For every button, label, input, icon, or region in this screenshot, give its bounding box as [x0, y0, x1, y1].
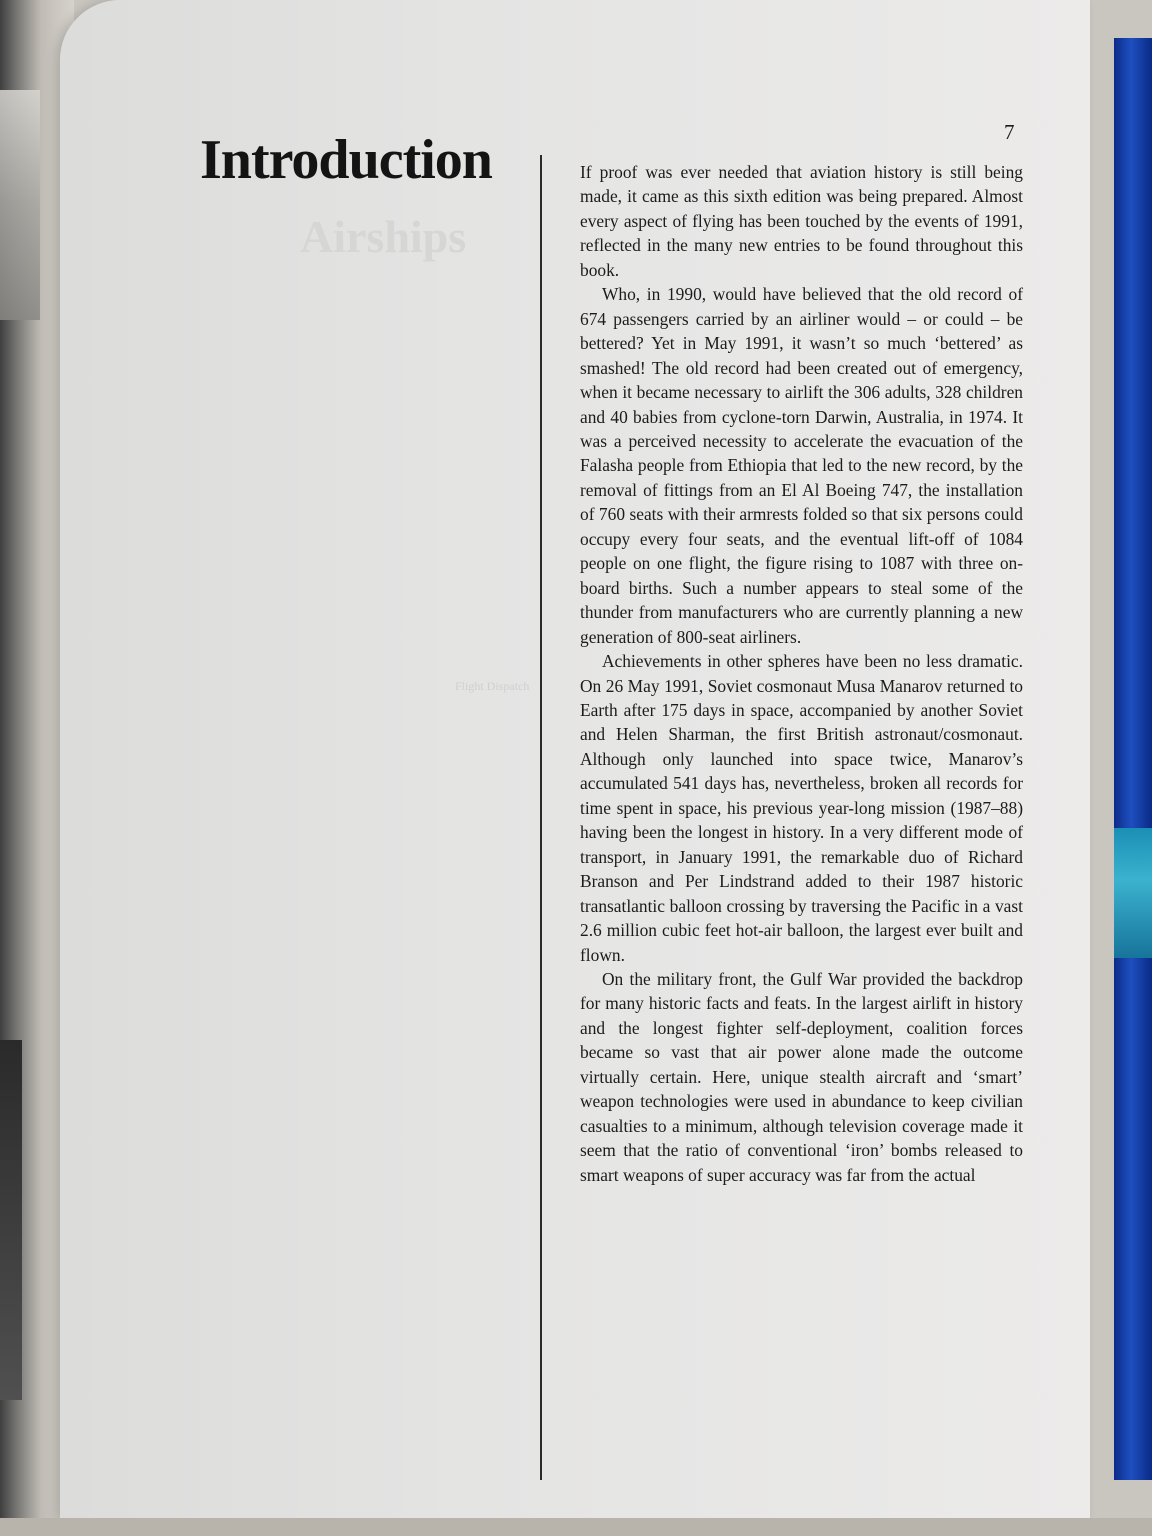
chapter-title: Introduction [200, 129, 492, 191]
page-bottom-edge [0, 1518, 1152, 1536]
paragraph: On the military front, the Gulf War provided the backdrop for many historic facts and feats. In the largest airlift in history and the longest fighter self-deployment, coalition forces became so vast that air power alone made the outcome virtually certain. Here, unique stealth aircraft and ‘smart’ weapon technologies were used in abundance to keep civilian casualties to a minimum, although television coverage made it seem that the ratio of conventional ‘iron’ bombs released to smart weapons of super accuracy was far from the actual [580, 968, 1023, 1185]
show-through-heading: Airships [300, 211, 467, 262]
previous-page-photo [0, 0, 40, 1536]
paragraph: If proof was ever needed that aviation history is still being made, it came as this sixth edition was being prepared. Almost every aspect of flying has been touched by the events of 1991, reflected in the many new entries to be found throughout this book. [580, 162, 1023, 280]
page-number: 7 [1004, 120, 1015, 144]
paragraph: Achievements in other spheres have been no less dramatic. On 26 May 1991, Soviet cosmonaut Musa Manarov returned to Earth after 175 days in space, accompanied by another Soviet and Helen Sharman, the first British astronaut/cosmonaut. Although only launched into space twice, Manarov’s accumulated 541 days has, nevertheless, broken all records for time spent in space, his previous year-long mission (1987–88) having been the longest in history. In a very different mode of transport, in January 1991, the remarkable duo of Richard Branson and Per Lindstrand added to their 1987 historic transatlantic balloon crossing by traversing the Pacific in a vast 2.6 million cubic feet hot-air balloon, the largest ever built and flown. [580, 651, 1023, 965]
body-text-column [580, 160, 1023, 1187]
paragraph: Who, in 1990, would have believed that the old record of 674 passengers carried by an airliner would – or could – be bettered? Yet in May 1991, it wasn’t so much ‘bettered’ as smashed! The old record had been created out of emergency, when it became necessary to airlift the 306 adults, 328 children and 40 babies from cyclone-torn Darwin, Australia, in 1974. It was a perceived necessity to accelerate the evacuation of the Falasha people from Ethiopia that led to the new record, by the removal of fittings from an El Al Boeing 747, the installation of 760 seats with their armrests folded so that six persons could occupy every four seats, and the eventual lift-off of 1084 people on one flight, the figure rising to 1087 with three on-board births. Such a number appears to steal some of the thunder from manufacturers who are currently planning a new generation of 800-seat airliners. [580, 284, 1023, 647]
book-cover-edge [1114, 38, 1152, 1480]
column-divider [540, 155, 542, 1480]
show-through-caption: Flight Dispatch [455, 679, 530, 693]
